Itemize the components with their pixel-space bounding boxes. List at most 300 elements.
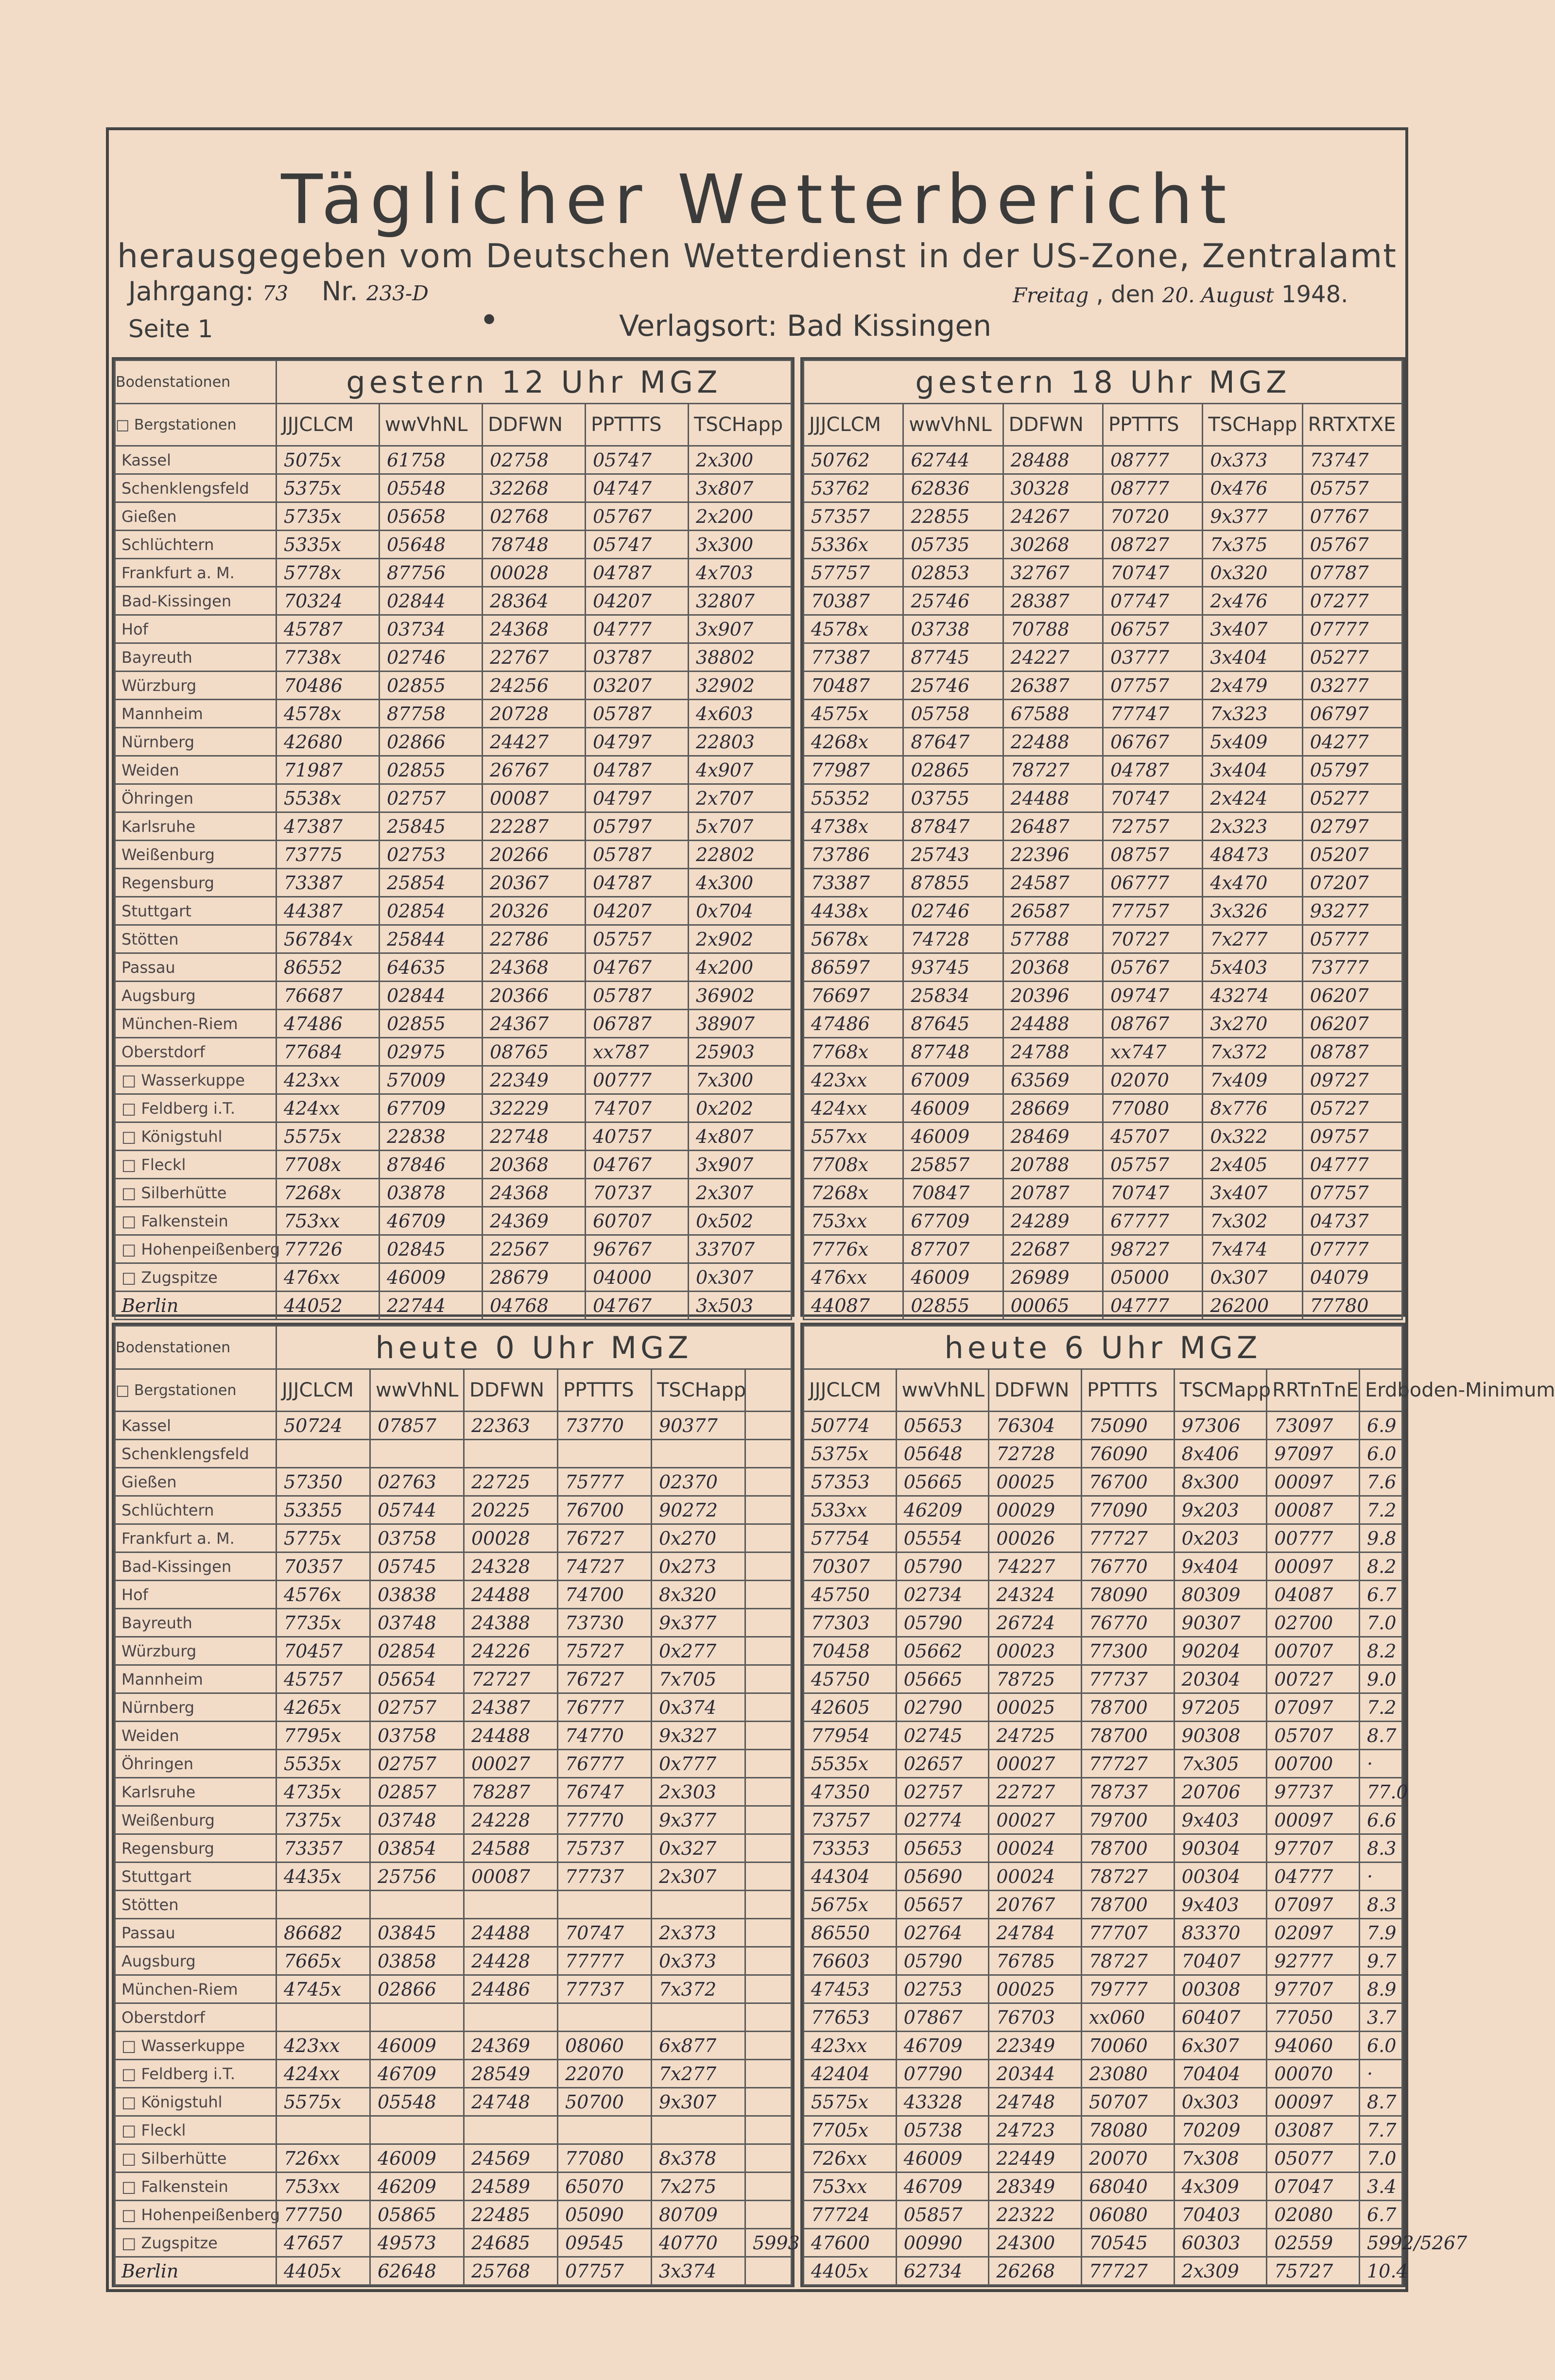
observation-cell: 02734 bbox=[896, 1581, 989, 1609]
observation-cell bbox=[745, 2144, 792, 2173]
station-name: Passau bbox=[115, 1919, 276, 1947]
observation-cell bbox=[464, 1891, 558, 1919]
observation-cell: 28679 bbox=[483, 1263, 586, 1292]
observation-cell: 65070 bbox=[558, 2173, 652, 2201]
table-row bbox=[804, 1552, 1402, 1581]
weekday: Freitag bbox=[1013, 283, 1089, 307]
observation-cell: 32807 bbox=[689, 587, 792, 615]
station-name: Kassel bbox=[115, 446, 276, 474]
observation-cell: 90308 bbox=[1174, 1722, 1267, 1750]
observation-cell: 00707 bbox=[1267, 1637, 1360, 1665]
observation-cell: 05865 bbox=[370, 2201, 464, 2229]
observation-cell: 07277 bbox=[1302, 587, 1402, 615]
observation-cell: 80709 bbox=[652, 2201, 745, 2229]
observation-cell: 77303 bbox=[804, 1609, 897, 1637]
station-name: Oberstdorf bbox=[115, 2003, 276, 2032]
station-name: Karlsruhe bbox=[115, 812, 276, 841]
column-header: wwVhNL bbox=[903, 404, 1003, 446]
observation-cell: 24488 bbox=[1003, 784, 1103, 812]
observation-cell: 03854 bbox=[370, 1834, 464, 1863]
observation-cell: 2x405 bbox=[1203, 1151, 1302, 1179]
observation-cell: 06757 bbox=[1103, 615, 1202, 643]
observation-cell: 5075x bbox=[276, 446, 380, 474]
table-row bbox=[115, 2144, 792, 2173]
observation-cell: 75727 bbox=[1267, 2257, 1360, 2285]
observation-cell: 78700 bbox=[1081, 1891, 1174, 1919]
panel-title-row bbox=[804, 361, 1402, 404]
observation-cell: 02854 bbox=[370, 1637, 464, 1665]
observation-cell: 77.0 bbox=[1360, 1778, 1402, 1806]
observation-cell: 24300 bbox=[989, 2229, 1082, 2257]
table-row bbox=[804, 756, 1402, 784]
observation-cell: 02763 bbox=[370, 1468, 464, 1496]
table-yesterday-18 bbox=[803, 360, 1403, 1320]
observation-cell: 03758 bbox=[370, 1524, 464, 1552]
observation-cell: 9x203 bbox=[1174, 1496, 1267, 1524]
observation-cell: 02790 bbox=[896, 1693, 989, 1722]
observation-cell bbox=[558, 2003, 652, 2032]
observation-cell: 2x373 bbox=[652, 1919, 745, 1947]
observation-cell: 05757 bbox=[586, 925, 689, 953]
observation-cell: 25743 bbox=[903, 841, 1003, 869]
observation-cell: 07097 bbox=[1267, 1693, 1360, 1722]
observation-cell: 03777 bbox=[1103, 643, 1202, 672]
observation-cell: 4265x bbox=[276, 1693, 370, 1722]
observation-cell bbox=[745, 1412, 792, 1440]
observation-cell: 24228 bbox=[464, 1806, 558, 1834]
station-name: Weiden bbox=[115, 1722, 276, 1750]
observation-cell: 57353 bbox=[804, 1468, 897, 1496]
observation-cell: 32767 bbox=[1003, 559, 1103, 587]
observation-cell: 04000 bbox=[586, 1263, 689, 1292]
observation-cell: 0x320 bbox=[1203, 559, 1302, 587]
observation-cell bbox=[745, 2173, 792, 2201]
station-name: München-Riem bbox=[115, 1975, 276, 2003]
observation-cell: 00990 bbox=[896, 2229, 989, 2257]
station-name: Oberstdorf bbox=[115, 1038, 276, 1066]
observation-cell: 86597 bbox=[804, 953, 903, 982]
observation-cell: 77080 bbox=[1103, 1094, 1202, 1122]
observation-cell: 7708x bbox=[804, 1151, 903, 1179]
jahrgang-line bbox=[128, 276, 429, 307]
observation-cell: 22396 bbox=[1003, 841, 1103, 869]
observation-cell: 40770 bbox=[652, 2229, 745, 2257]
observation-cell: 22322 bbox=[989, 2201, 1082, 2229]
observation-cell: 0x476 bbox=[1203, 474, 1302, 502]
panel-yesterday-18 bbox=[800, 357, 1405, 1317]
station-name: □ Wasserkuppe bbox=[115, 1066, 276, 1094]
bergstationen-label: □ Bergstationen bbox=[115, 1369, 276, 1412]
observation-cell: 09747 bbox=[1103, 982, 1202, 1010]
observation-cell: 67588 bbox=[1003, 700, 1103, 728]
observation-cell: 7268x bbox=[804, 1179, 903, 1207]
observation-cell bbox=[745, 2003, 792, 2032]
observation-cell: 5335x bbox=[276, 531, 380, 559]
observation-cell: 22349 bbox=[483, 1066, 586, 1094]
observation-cell: 03787 bbox=[586, 643, 689, 672]
station-name: Regensburg bbox=[115, 869, 276, 897]
observation-cell: 05747 bbox=[586, 446, 689, 474]
observation-cell: 7268x bbox=[276, 1179, 380, 1207]
observation-cell bbox=[745, 2201, 792, 2229]
observation-cell: 05745 bbox=[370, 1552, 464, 1581]
observation-cell: xx787 bbox=[586, 1038, 689, 1066]
observation-cell: 05648 bbox=[380, 531, 483, 559]
table-row bbox=[804, 2257, 1402, 2285]
observation-cell: 44304 bbox=[804, 1863, 897, 1891]
station-name: □ Zugspitze bbox=[115, 1263, 276, 1292]
table-row bbox=[804, 1292, 1402, 1320]
observation-cell bbox=[276, 2116, 370, 2144]
observation-cell: 24725 bbox=[989, 1722, 1082, 1750]
observation-cell: 0x373 bbox=[1203, 446, 1302, 474]
observation-cell: 3.4 bbox=[1360, 2173, 1402, 2201]
column-header: JJJCLCM bbox=[276, 404, 380, 446]
observation-cell: 87707 bbox=[903, 1235, 1003, 1263]
observation-cell: 02774 bbox=[896, 1806, 989, 1834]
table-row bbox=[804, 2229, 1402, 2257]
observation-cell: 77727 bbox=[1081, 2257, 1174, 2285]
column-header: JJJCLCM bbox=[276, 1369, 370, 1412]
observation-cell bbox=[745, 1468, 792, 1496]
observation-cell: 67709 bbox=[380, 1094, 483, 1122]
observation-cell: 4268x bbox=[804, 728, 903, 756]
observation-cell: 64635 bbox=[380, 953, 483, 982]
observation-cell: 03758 bbox=[370, 1722, 464, 1750]
observation-cell: 87645 bbox=[903, 1010, 1003, 1038]
table-row bbox=[804, 531, 1402, 559]
observation-cell: 00065 bbox=[1003, 1292, 1103, 1320]
observation-cell: 4578x bbox=[804, 615, 903, 643]
observation-cell: 22567 bbox=[483, 1235, 586, 1263]
observation-cell bbox=[745, 2116, 792, 2144]
observation-cell bbox=[745, 1919, 792, 1947]
table-row bbox=[115, 1609, 792, 1637]
observation-cell: 24488 bbox=[464, 1722, 558, 1750]
table-row bbox=[115, 1552, 792, 1581]
observation-cell: 7776x bbox=[804, 1235, 903, 1263]
observation-cell: 26767 bbox=[483, 756, 586, 784]
observation-cell: 4738x bbox=[804, 812, 903, 841]
observation-cell: 05758 bbox=[903, 700, 1003, 728]
observation-cell: 70847 bbox=[903, 1179, 1003, 1207]
table-row bbox=[115, 1179, 792, 1207]
observation-cell: 753xx bbox=[804, 2173, 897, 2201]
observation-cell: 62734 bbox=[896, 2257, 989, 2285]
observation-cell: 78700 bbox=[1081, 1834, 1174, 1863]
table-row bbox=[115, 841, 792, 869]
table-today-0 bbox=[114, 1325, 800, 2286]
observation-cell: 08060 bbox=[558, 2032, 652, 2060]
station-name: Würzburg bbox=[115, 672, 276, 700]
table-row bbox=[804, 502, 1402, 531]
observation-cell: 77737 bbox=[558, 1975, 652, 2003]
observation-cell: 77987 bbox=[804, 756, 903, 784]
observation-cell: 423xx bbox=[276, 1066, 380, 1094]
observation-cell: 4735x bbox=[276, 1778, 370, 1806]
table-row bbox=[804, 1440, 1402, 1468]
observation-cell bbox=[464, 1440, 558, 1468]
table-row bbox=[115, 700, 792, 728]
observation-cell: 24589 bbox=[464, 2173, 558, 2201]
observation-cell: 77684 bbox=[276, 1038, 380, 1066]
observation-cell: 97707 bbox=[1267, 1834, 1360, 1863]
observation-cell: 7x474 bbox=[1203, 1235, 1302, 1263]
jahrgang-label: Jahrgang: bbox=[128, 276, 254, 307]
observation-cell bbox=[464, 2003, 558, 2032]
observation-cell: 87847 bbox=[903, 812, 1003, 841]
observation-cell: 2x479 bbox=[1203, 672, 1302, 700]
table-row bbox=[115, 1975, 792, 2003]
observation-cell: 3x807 bbox=[689, 474, 792, 502]
station-name: Öhringen bbox=[115, 1750, 276, 1778]
observation-cell: 24368 bbox=[483, 953, 586, 982]
observation-cell: 94060 bbox=[1267, 2032, 1360, 2060]
date-line: Freitag , den 20. August 1948. bbox=[1013, 281, 1348, 308]
station-name: Augsburg bbox=[115, 1947, 276, 1975]
observation-cell: 80309 bbox=[1174, 1581, 1267, 1609]
observation-cell: 3x907 bbox=[689, 1151, 792, 1179]
observation-cell: 22802 bbox=[689, 841, 792, 869]
table-row bbox=[804, 1919, 1402, 1947]
observation-cell: 0x374 bbox=[652, 1693, 745, 1722]
observation-cell: 8x378 bbox=[652, 2144, 745, 2173]
observation-cell: 70324 bbox=[276, 587, 380, 615]
table-row bbox=[115, 2229, 792, 2257]
observation-cell: 03838 bbox=[370, 1581, 464, 1609]
observation-cell: 05797 bbox=[586, 812, 689, 841]
observation-cell: 46709 bbox=[896, 2173, 989, 2201]
observation-cell: 04777 bbox=[1103, 1292, 1202, 1320]
observation-cell: 87748 bbox=[903, 1038, 1003, 1066]
observation-cell: 77954 bbox=[804, 1722, 897, 1750]
observation-cell: 76304 bbox=[989, 1412, 1082, 1440]
observation-cell: 05747 bbox=[586, 531, 689, 559]
column-header: PPTTTS bbox=[558, 1369, 652, 1412]
observation-cell: 77780 bbox=[1302, 1292, 1402, 1320]
observation-cell: 72727 bbox=[464, 1665, 558, 1693]
observation-cell: 5575x bbox=[276, 2088, 370, 2116]
observation-cell: 46009 bbox=[903, 1094, 1003, 1122]
observation-cell: 24723 bbox=[989, 2116, 1082, 2144]
observation-cell: 5775x bbox=[276, 1524, 370, 1552]
column-header: TSCMapp bbox=[1174, 1369, 1267, 1412]
observation-cell bbox=[370, 1440, 464, 1468]
station-name: Bayreuth bbox=[115, 643, 276, 672]
observation-cell: 26387 bbox=[1003, 672, 1103, 700]
year: 1948. bbox=[1281, 281, 1348, 308]
observation-cell: 97737 bbox=[1267, 1778, 1360, 1806]
observation-cell: 76785 bbox=[989, 1947, 1082, 1975]
table-row bbox=[804, 446, 1402, 474]
observation-cell: 70458 bbox=[804, 1637, 897, 1665]
observation-cell: 02857 bbox=[370, 1778, 464, 1806]
observation-cell: 7665x bbox=[276, 1947, 370, 1975]
observation-cell: 28469 bbox=[1003, 1122, 1103, 1151]
observation-cell: 22767 bbox=[483, 643, 586, 672]
column-header: wwVhNL bbox=[370, 1369, 464, 1412]
observation-cell: 24428 bbox=[464, 1947, 558, 1975]
observation-cell: 20788 bbox=[1003, 1151, 1103, 1179]
observation-cell: 00025 bbox=[989, 1975, 1082, 2003]
station-name: □ Wasserkuppe bbox=[115, 2032, 276, 2060]
observation-cell: 77387 bbox=[804, 643, 903, 672]
observation-cell: 93745 bbox=[903, 953, 1003, 982]
observation-cell: 06207 bbox=[1302, 1010, 1402, 1038]
observation-cell: 07207 bbox=[1302, 869, 1402, 897]
observation-cell: 00727 bbox=[1267, 1665, 1360, 1693]
observation-cell: 49573 bbox=[370, 2229, 464, 2257]
observation-cell: 4405x bbox=[804, 2257, 897, 2285]
observation-cell: 98727 bbox=[1103, 1235, 1202, 1263]
table-row bbox=[115, 756, 792, 784]
observation-cell: 00087 bbox=[483, 784, 586, 812]
observation-cell: 93277 bbox=[1302, 897, 1402, 925]
table-row bbox=[804, 1778, 1402, 1806]
observation-cell: 28669 bbox=[1003, 1094, 1103, 1122]
observation-cell: 67777 bbox=[1103, 1207, 1202, 1235]
observation-cell: 05665 bbox=[896, 1665, 989, 1693]
station-name: Nürnberg bbox=[115, 1693, 276, 1722]
observation-cell: 00097 bbox=[1267, 1806, 1360, 1834]
observation-cell: 76700 bbox=[558, 1496, 652, 1524]
observation-cell: 76703 bbox=[989, 2003, 1082, 2032]
observation-cell: 62836 bbox=[903, 474, 1003, 502]
table-row bbox=[115, 643, 792, 672]
table-row bbox=[804, 587, 1402, 615]
observation-cell: 3.7 bbox=[1360, 2003, 1402, 2032]
observation-cell: 70357 bbox=[276, 1552, 370, 1581]
observation-cell: 70727 bbox=[1103, 925, 1202, 953]
observation-cell: 02370 bbox=[652, 1468, 745, 1496]
observation-cell: 74728 bbox=[903, 925, 1003, 953]
observation-cell: 05790 bbox=[896, 1947, 989, 1975]
observation-cell: 76090 bbox=[1081, 1440, 1174, 1468]
column-header: DDFWN bbox=[483, 404, 586, 446]
panel-title-row bbox=[115, 1326, 792, 1369]
station-name: Öhringen bbox=[115, 784, 276, 812]
observation-cell: 28387 bbox=[1003, 587, 1103, 615]
table-row bbox=[115, 1235, 792, 1263]
table-row bbox=[115, 1778, 792, 1806]
observation-cell: 6.7 bbox=[1360, 2201, 1402, 2229]
observation-cell bbox=[745, 2060, 792, 2088]
page-number: Seite 1 bbox=[128, 315, 213, 343]
observation-cell: 05790 bbox=[896, 1609, 989, 1637]
observation-cell bbox=[276, 2003, 370, 2032]
observation-cell: 04767 bbox=[586, 1292, 689, 1320]
observation-cell: 28488 bbox=[1003, 446, 1103, 474]
observation-cell: 70747 bbox=[1103, 559, 1202, 587]
observation-cell bbox=[652, 2003, 745, 2032]
observation-cell: 424xx bbox=[276, 1094, 380, 1122]
observation-cell: 05548 bbox=[380, 474, 483, 502]
observation-cell: 44387 bbox=[276, 897, 380, 925]
observation-cell: 04787 bbox=[1103, 756, 1202, 784]
observation-cell: 4578x bbox=[276, 700, 380, 728]
table-row bbox=[804, 1722, 1402, 1750]
observation-cell: 25834 bbox=[903, 982, 1003, 1010]
observation-cell: 0x270 bbox=[652, 1524, 745, 1552]
observation-cell: 24368 bbox=[483, 615, 586, 643]
observation-cell: 8.3 bbox=[1360, 1891, 1402, 1919]
observation-cell: 36902 bbox=[689, 982, 792, 1010]
observation-cell: 476xx bbox=[276, 1263, 380, 1292]
observation-cell: 75777 bbox=[558, 1468, 652, 1496]
observation-cell: 4x703 bbox=[689, 559, 792, 587]
station-name: Mannheim bbox=[115, 700, 276, 728]
observation-cell: 50707 bbox=[1081, 2088, 1174, 2116]
observation-cell: 4405x bbox=[276, 2257, 370, 2285]
observation-cell: 8x406 bbox=[1174, 1440, 1267, 1468]
observation-cell bbox=[745, 1665, 792, 1693]
table-row bbox=[804, 1094, 1402, 1122]
panel-title: heute 6 Uhr MGZ bbox=[804, 1326, 1402, 1369]
observation-cell: 9x404 bbox=[1174, 1552, 1267, 1581]
table-row bbox=[804, 1609, 1402, 1637]
observation-cell: 6.0 bbox=[1360, 2032, 1402, 2060]
table-row bbox=[115, 2173, 792, 2201]
observation-cell: 73775 bbox=[276, 841, 380, 869]
observation-cell: 08765 bbox=[483, 1038, 586, 1066]
observation-cell: 78727 bbox=[1081, 1947, 1174, 1975]
report-subtitle: herausgegeben vom Deutschen Wetterdienst in der US-Zone, Zentralamt bbox=[117, 237, 1397, 276]
observation-cell: 05787 bbox=[586, 700, 689, 728]
table-row bbox=[804, 1947, 1402, 1975]
observation-cell: 4745x bbox=[276, 1975, 370, 2003]
observation-cell: 5x403 bbox=[1203, 953, 1302, 982]
observation-cell: 57357 bbox=[804, 502, 903, 531]
table-row bbox=[804, 953, 1402, 982]
table-row bbox=[804, 1038, 1402, 1066]
observation-cell: 50762 bbox=[804, 446, 903, 474]
observation-cell: 77747 bbox=[1103, 700, 1202, 728]
observation-cell: 7705x bbox=[804, 2116, 897, 2144]
observation-cell: 07757 bbox=[1103, 672, 1202, 700]
observation-cell: 24289 bbox=[1003, 1207, 1103, 1235]
observation-cell: 7x275 bbox=[652, 2173, 745, 2201]
observation-cell: 24267 bbox=[1003, 502, 1103, 531]
observation-cell: 25756 bbox=[370, 1863, 464, 1891]
station-name: □ Königstuhl bbox=[115, 2088, 276, 2116]
observation-cell: 00777 bbox=[1267, 1524, 1360, 1552]
observation-cell: 57350 bbox=[276, 1468, 370, 1496]
observation-cell: 05787 bbox=[586, 982, 689, 1010]
observation-cell: 03878 bbox=[380, 1179, 483, 1207]
observation-cell: 05653 bbox=[896, 1834, 989, 1863]
observation-cell: 46209 bbox=[896, 1496, 989, 1524]
observation-cell: 25746 bbox=[903, 587, 1003, 615]
observation-cell: 07790 bbox=[896, 2060, 989, 2088]
observation-cell: 8.9 bbox=[1360, 1975, 1402, 2003]
table-row bbox=[115, 2003, 792, 2032]
observation-cell: 0x202 bbox=[689, 1094, 792, 1122]
observation-cell: 05744 bbox=[370, 1496, 464, 1524]
observation-cell: 02757 bbox=[370, 1693, 464, 1722]
table-row bbox=[804, 559, 1402, 587]
table-row bbox=[115, 1066, 792, 1094]
observation-cell: 24369 bbox=[464, 2032, 558, 2060]
column-header: JJJCLCM bbox=[804, 1369, 897, 1412]
observation-cell: 05787 bbox=[586, 841, 689, 869]
observation-cell: 5992/5267 bbox=[1360, 2229, 1402, 2257]
observation-cell: 05690 bbox=[896, 1863, 989, 1891]
station-name: □ Falkenstein bbox=[115, 1207, 276, 1235]
observation-cell: 3x503 bbox=[689, 1292, 792, 1320]
table-row bbox=[804, 1010, 1402, 1038]
observation-cell: 73387 bbox=[804, 869, 903, 897]
observation-cell: 0x203 bbox=[1174, 1524, 1267, 1552]
